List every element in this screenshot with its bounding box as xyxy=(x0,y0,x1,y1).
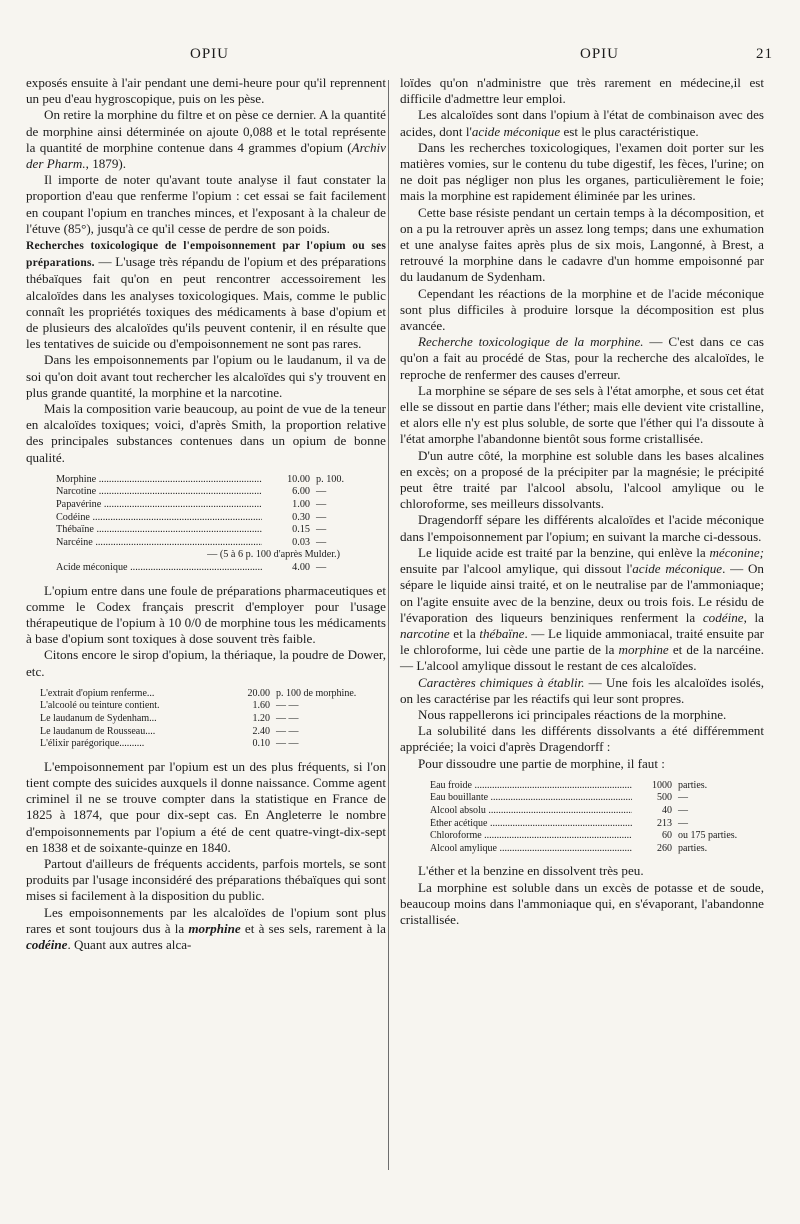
paragraph xyxy=(26,237,386,352)
paragraph-text: . — On sépare le liquide ainsi traité, et on le neutralise par de l'ammoniaque; on l'agite ensuite avec de la benzine, deux ou trois fois. Le résidu de l'évaporation des liqueurs benziniques renferment la xyxy=(400,561,764,625)
table-cell-unit: ou 175 parties. xyxy=(678,830,738,842)
table-cell-name: Papavérine ..... xyxy=(56,499,262,512)
table-row xyxy=(56,486,386,499)
table-cell-unit: — xyxy=(316,486,327,498)
emphasis: narcotine xyxy=(400,625,450,641)
table-cell-name: L'élixir parégorique.......... xyxy=(40,738,145,750)
paragraph: Mais la composition varie beaucoup, au point de vue de la teneur en alcaloïdes toxiques; voici, d'après Smith, la proportion relative des principales substances contenues dans un opium de bonne qualité. xyxy=(26,401,386,465)
left-column xyxy=(26,75,386,953)
header-left-title: OPIU xyxy=(190,46,230,62)
running-header xyxy=(0,46,800,68)
column-divider xyxy=(388,80,389,1170)
table-row xyxy=(40,713,386,726)
table-cell-unit: p. 100. xyxy=(316,473,345,485)
table-cell-value: 1000 xyxy=(652,779,672,791)
paragraph: Partout d'ailleurs de fréquents accidents, parfois mortels, se sont produits par l'usage inconsidéré des préparations thébaïques qui sont mises si facilement à la disposition du public. xyxy=(26,856,386,904)
paragraph: Nous rappellerons ici principales réactions de la morphine. xyxy=(418,706,727,722)
paragraph-text: — L'usage très répandu de l'opium et des préparations thébaïques fait qu'on en peut rencontrer accessoirement les alcaloïdes dans les analyses toxicologiques. Mais, comme le public connaît les propriétés toxiques des médicaments à base d'opium et de plusieurs des alcaloïdes qu'ils peuvent contenir, il en résulte que les tentatives de suicide ou d'empoisonnement ne sont pas rares. xyxy=(26,254,386,352)
table-row xyxy=(40,726,386,739)
paragraph xyxy=(400,334,764,383)
emphasis: morphine xyxy=(618,642,669,658)
section-heading: Recherche toxicologique de la morphine. xyxy=(418,334,644,350)
paragraph: loïdes qu'on n'administre que très rarement en médecine,il est difficile d'admettre leur emploi. xyxy=(400,75,764,107)
table-cell-unit: p. 100 de morphine. xyxy=(276,687,357,699)
emphasis: méconine; xyxy=(709,544,764,560)
solubility-table xyxy=(430,780,764,856)
table-cell-value: 1.00 xyxy=(292,499,310,511)
table-cell-unit: — xyxy=(316,562,327,574)
table-cell-value: 1.20 xyxy=(252,713,270,725)
table-cell-name: Éther acétique ..... xyxy=(430,818,632,831)
table-cell-name: Alcool absolu ..... xyxy=(430,805,632,818)
paragraph xyxy=(400,107,764,139)
table-cell-value: 1.60 xyxy=(252,700,270,712)
table-cell-value: 213 xyxy=(657,817,672,829)
citation: Archiv der Pharm. xyxy=(26,139,386,172)
table-cell-value: 500 xyxy=(657,792,672,804)
paragraph-text: . Quant aux autres alca- xyxy=(67,937,192,953)
table-row xyxy=(56,537,386,550)
paragraph-text: et la xyxy=(449,625,480,641)
paragraph-text: est le plus caractéristique. xyxy=(560,123,699,139)
paragraph: L'éther et la benzine en dissolvent très peu. xyxy=(418,863,644,879)
table-cell-unit: — xyxy=(316,499,327,511)
table-row xyxy=(430,805,764,818)
paragraph: La morphine se sépare de ses sels à l'état amorphe, et sous cet état elle se dissout en partie dans l'éther; mais elle devient vite cristalline, et alors elle n'y est plus soluble, de sorte que l'éther qui l'a dissoute à l'état amorphe l'abandonne bientôt sous forme cristallisée. xyxy=(400,382,764,447)
paragraph-text: Le liquide acide est traité par la benzine, qui enlève la xyxy=(418,544,710,560)
table-cell-value: 0.10 xyxy=(252,738,270,750)
table-cell-unit: — xyxy=(316,511,327,523)
table-cell-unit: — xyxy=(316,524,327,536)
paragraph-text: Les empoisonnements par les alcaloïdes de l'opium sont plus rares et sont toujours dus à la xyxy=(26,904,386,936)
section-heading: Recherches toxicologique de l'empoisonnement par l'opium ou ses préparations. xyxy=(26,240,386,270)
table-cell-value: 2.40 xyxy=(252,725,270,737)
emphasis: codéine xyxy=(702,609,744,625)
emphasis: thébaïne xyxy=(479,625,525,641)
table-row xyxy=(40,688,386,701)
emphasis: codéine xyxy=(26,937,68,953)
table-cell-unit: — xyxy=(678,804,688,816)
table-cell-name: Thébaïne ..... xyxy=(56,524,262,537)
table-cell-unit: — — xyxy=(276,725,299,737)
paragraph-text: et de la narcéine. — L'alcool amylique dissout le restant de ces alcaloïdes. xyxy=(400,642,765,674)
paragraph: Cependant les réactions de la morphine et de l'acide méconique sont plus difficiles à produire lorsque la décomposition est plus avancée. xyxy=(400,285,764,334)
paragraph xyxy=(400,675,764,707)
paragraph: La morphine est soluble dans un excès de potasse et de soude, beaucoup moins dans l'ammoniaque qui, en s'évaporant, l'abandonne cristallisée. xyxy=(400,879,764,927)
paragraph-text: . — Le liquide ammoniacal, traité ensuite par le chloroforme, lui cède une partie de la xyxy=(400,625,764,658)
table-cell-unit: — xyxy=(678,817,688,829)
table-row xyxy=(430,818,764,831)
table-cell-name: L'alcoolé ou teinture contient. xyxy=(40,700,160,712)
paragraph xyxy=(400,545,764,675)
table-row xyxy=(430,780,764,793)
paragraph: Pour dissoudre une partie de morphine, il faut : xyxy=(418,755,665,771)
paragraph: L'empoisonnement par l'opium est un des plus fréquents, si l'on tient compte des suicides auxquels il donne naissance. Comme agent criminel il ne se trouve compter dans la statistique en France de 1825 à 1874, que pour dix-sept cas. En Angleterre le nombre d'empoisonnements par l'opium a été de cent quatre-vingt-dix-sept en 1838 et de soixante-quinze en 1840. xyxy=(26,758,386,855)
table-cell-name: Le laudanum de Rousseau.... xyxy=(40,725,156,737)
paragraph-text: ensuite par l'alcool amylique, qui dissout l' xyxy=(400,561,633,577)
header-right-title: OPIU xyxy=(580,46,620,62)
table-cell-name: Narcotine ..... xyxy=(56,486,262,499)
table-cell-name: Eau froide ..... xyxy=(430,780,632,793)
page-number: 21 xyxy=(756,46,773,62)
table-cell-unit: — xyxy=(316,536,327,548)
table-row xyxy=(56,512,386,525)
table-cell-name: Alcool amylique ..... xyxy=(430,843,632,856)
table-note-text: — (5 à 6 p. 100 d'après Mulder.) xyxy=(207,549,340,561)
emphasis: acide méconique xyxy=(471,123,561,139)
table-cell-unit: — — xyxy=(276,713,299,725)
paragraph: L'opium entre dans une foule de préparations pharmaceutiques et comme le Codex français prescrit d'employer pour l'usage thérapeutique de l'opium à 10 0/0 de morphine tous les médicaments à base d'opium sont toxiques à dose souvent très faible. xyxy=(26,582,386,647)
table-cell-unit: parties. xyxy=(678,842,708,854)
table-cell-value: 0.15 xyxy=(292,524,310,536)
paragraph-text: — Une fois les alcaloïdes isolés, on les caractérise par les réactifs qui leur sont propres. xyxy=(400,674,764,706)
table-row xyxy=(430,792,764,805)
table-cell-name: Codéine ..... xyxy=(56,512,262,525)
table-cell-value: 4.00 xyxy=(292,562,310,574)
emphasis: morphine xyxy=(188,920,241,936)
right-column xyxy=(400,75,764,928)
paragraph-text: On retire la morphine du filtre et on pèse ce dernier. A la quantité de morphine ainsi déterminée on ajoute 0,088 et le total représente la quantité de morphine contenue dans 4 grammes d'opium ( xyxy=(26,107,386,155)
table-row xyxy=(56,474,386,487)
table-row xyxy=(430,843,764,856)
table-cell-unit: — — xyxy=(276,738,299,750)
paragraph: La solubilité dans les différents dissolvants a été différemment appréciée; la voici d'après Dragendorff : xyxy=(400,723,764,755)
table-note xyxy=(56,549,386,562)
paragraph: D'un autre côté, la morphine est soluble dans les bases alcalines en excès; on a proposé de la précipiter par la magnésie; le précipité peut être traité par l'alcool absolu, l'alcool amylique ou le chloroforme, ses meilleurs dissolvants. xyxy=(400,447,764,512)
table-cell-value: 20.00 xyxy=(247,687,270,699)
table-cell-name: Narcéine ..... xyxy=(56,537,262,550)
paragraph xyxy=(26,107,386,172)
table-row xyxy=(40,700,386,713)
table-cell-value: 40 xyxy=(662,804,672,816)
paragraph-text: Les alcaloïdes sont dans l'opium à l'état de combinaison avec des acides, dont l' xyxy=(400,107,764,139)
table-cell-value: 0.03 xyxy=(292,536,310,548)
table-cell-unit: — — xyxy=(276,700,299,712)
table-cell-value: 0.30 xyxy=(292,511,310,523)
paragraph-text: , 1879). xyxy=(85,156,127,172)
table-cell-name: Morphine ..... xyxy=(56,474,262,487)
opium-composition-table xyxy=(56,474,386,575)
table-cell-name: L'extrait d'opium renferme... xyxy=(40,687,155,699)
table-row xyxy=(40,738,386,751)
table-cell-name: Chloroforme ..... xyxy=(430,830,632,843)
table-cell-value: 260 xyxy=(657,842,672,854)
paragraph-text: — C'est dans ce cas qu'on a fait au procédé de Stas, pour la recherche des alcaloïdes, le reproche de renfermer des causes d'erreur. xyxy=(400,334,764,382)
paragraph xyxy=(26,905,386,954)
paragraph: Dans les empoisonnements par l'opium ou le laudanum, il va de soi qu'on doit avant tout rechercher les alcaloïdes qui s'y trouvent en plus grande quantité, la morphine et la narcotine. xyxy=(26,352,386,400)
table-cell-value: 10.00 xyxy=(287,473,310,485)
table-row xyxy=(56,499,386,512)
section-heading: Caractères chimiques à établir. xyxy=(418,674,585,690)
table-cell-unit: — xyxy=(678,792,688,804)
table-cell-name: Eau bouillante ..... xyxy=(430,792,632,805)
paragraph: Il importe de noter qu'avant toute analyse il faut constater la proportion d'eau que renferme l'opium : cet essai se fait facilement en coupant l'opium en tranches minces, et l'exposant à la chaleur de l'étuve (85°), jusqu'à ce qu'il cesse de perdre de son poids. xyxy=(26,172,386,236)
table-row xyxy=(430,830,764,843)
table-row xyxy=(56,524,386,537)
paragraph: Dans les recherches toxicologiques, l'examen doit porter sur les matières vomies, sur le contenu du tube digestif, les fèces, l'urine; on ne doit pas négliger non plus les organes, particulièrement le foie; mais la morphine est rapidement éliminée par les urines. xyxy=(400,139,764,204)
paragraph: Citons encore le sirop d'opium, la thériaque, la poudre de Dower, etc. xyxy=(26,647,386,679)
table-cell-value: 6.00 xyxy=(292,486,310,498)
table-cell-unit: parties. xyxy=(678,779,708,791)
preparations-table xyxy=(40,688,386,751)
emphasis: acide méconique xyxy=(632,561,723,577)
paragraph-text: et à ses sels, rarement à la xyxy=(240,920,386,936)
paragraph: Cette base résiste pendant un certain temps à la décomposition, et on a pu la retrouver après un assez long temps; dans une exhumation et une analyse faites après plus de six mois, Langonné, à Brest, a retrouvé la morphine dans le cadavre d'un homme empoisonné par du laudanum de Sydenham. xyxy=(400,204,764,285)
table-cell-name: Acide méconique ..... xyxy=(56,562,262,575)
paragraph-text: , la xyxy=(743,609,764,625)
table-cell-name: Le laudanum de Sydenham... xyxy=(40,713,157,725)
table-cell-value: 60 xyxy=(662,830,672,842)
paragraph: Dragendorff sépare les différents alcaloïdes et l'acide méconique dans l'empoisonnement par l'opium; en suivant la marche ci-dessous. xyxy=(400,512,764,544)
table-row xyxy=(56,562,386,575)
paragraph: exposés ensuite à l'air pendant une demi-heure pour qu'il reprennent un peu d'eau hygroscopique, puis on les pèse. xyxy=(26,75,386,107)
